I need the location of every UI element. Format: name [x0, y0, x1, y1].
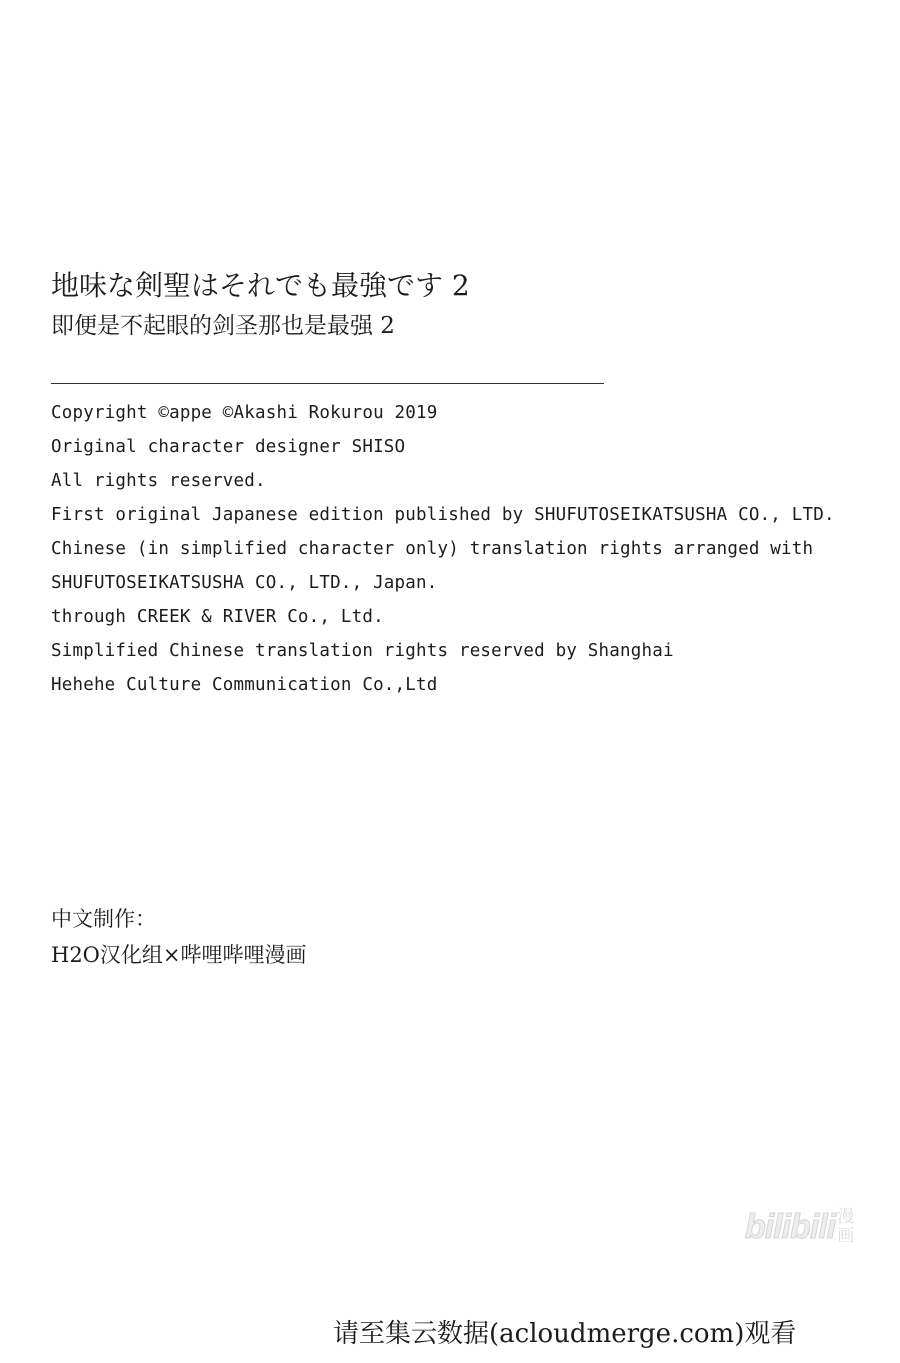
copyright-line: First original Japanese edition published by SHUFUTOSEIKATSUSHA CO., LTD.: [51, 505, 835, 525]
bilibili-watermark-logo: [745, 1203, 870, 1251]
copyright-line: Copyright ©appe ©Akashi Rokurou 2019: [51, 403, 438, 423]
watermark-logo-word: bilibili: [745, 1207, 836, 1246]
copyright-line: Chinese (in simplified character only) translation rights arranged with: [51, 539, 814, 559]
credits-producer: H2O汉化组×哔哩哔哩漫画: [51, 943, 307, 967]
copyright-line: Hehehe Culture Communication Co.,Ltd: [51, 675, 438, 695]
copyright-line: through CREEK & RIVER Co., Ltd.: [51, 607, 384, 627]
title-japanese: 地味な剣聖はそれでも最強です 2: [51, 269, 470, 302]
watermark-logo-badge: [837, 1208, 854, 1246]
footer-source-note: 请至集云数据(acloudmerge.com)观看: [333, 1319, 797, 1349]
divider-line: [51, 383, 604, 384]
copyright-block: [51, 396, 891, 702]
watermark-badge-char: 画: [837, 1226, 855, 1246]
copyright-line: Simplified Chinese translation rights reserved by Shanghai: [51, 641, 674, 661]
copyright-line: All rights reserved.: [51, 471, 266, 491]
title-chinese: 即便是不起眼的剑圣那也是最强 2: [51, 313, 395, 339]
credits-heading: 中文制作：: [51, 907, 156, 931]
copyright-line: Original character designer SHISO: [51, 437, 406, 457]
watermark-badge-char: 漫: [837, 1207, 855, 1227]
copyright-line: SHUFUTOSEIKATSUSHA CO., LTD., Japan.: [51, 573, 438, 593]
